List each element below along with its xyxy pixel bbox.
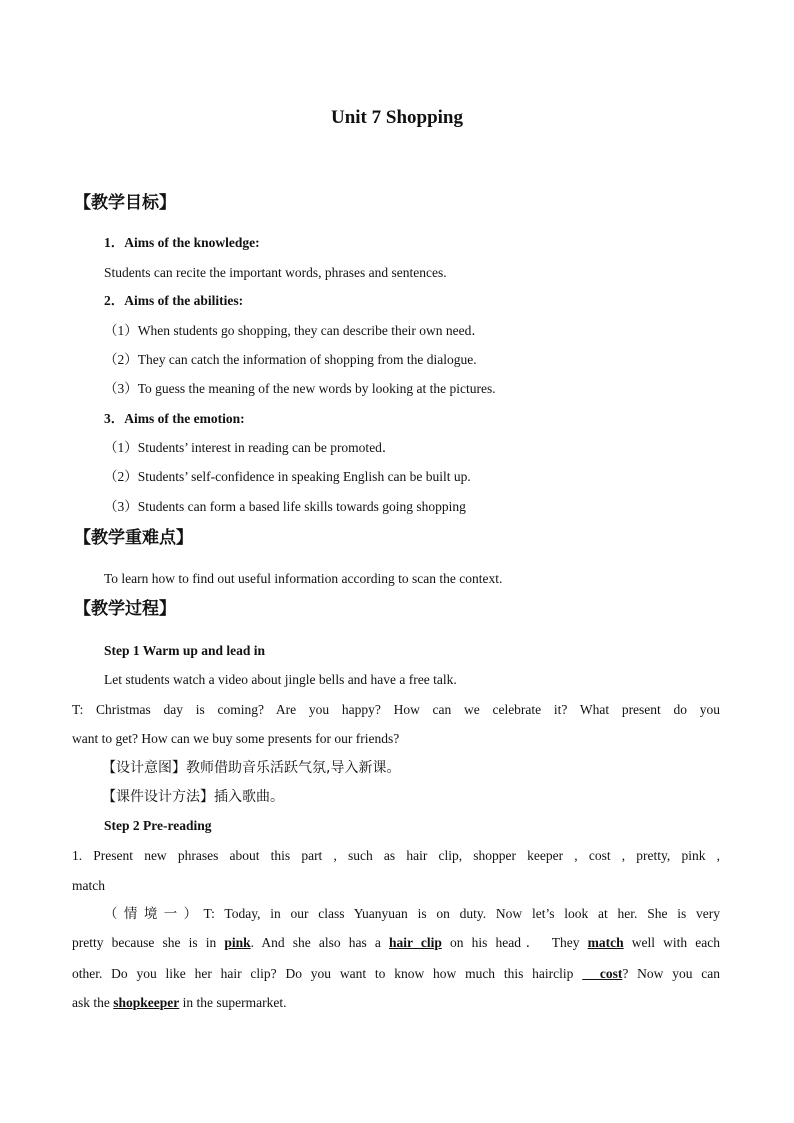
design-intent: 【设计意图】教师借助音乐活跃气氛,导入新课。 [102, 760, 401, 776]
step2-heading: Step 2 Pre-reading [104, 818, 212, 833]
courseware-method: 【课件设计方法】插入歌曲。 [102, 789, 284, 805]
step1-heading: Step 1 Warm up and lead in [104, 643, 266, 658]
keypoints-heading: 【教学重难点】 [74, 528, 193, 548]
scenario-line-4 [72, 994, 286, 1012]
scenario-line-2 [72, 934, 720, 952]
emotion-item-3: （3）Students can form a based life skills towards going shopping [104, 499, 466, 514]
objectives-heading: 【教学目标】 [74, 193, 176, 213]
scenario-text: in the supermarket. [179, 995, 287, 1010]
keyword-hair-clip: hair clip [388, 935, 442, 950]
keyword-shopkeeper: shopkeeper [113, 995, 180, 1010]
scenario-text: pretty because she is in [72, 935, 225, 950]
step1-text: Let students watch a video about jingle bells and have a free talk. [104, 672, 457, 687]
scenario-text: on his head． They [441, 935, 588, 950]
scenario-text: ask the [72, 995, 114, 1010]
ability-item-1: （1）When students go shopping, they can describe their own need． [104, 323, 485, 338]
keyword-pink: pink [224, 935, 251, 950]
scenario-text: . And she also has a [250, 935, 389, 950]
step2-item1-line2: match [72, 878, 105, 893]
step1-dialogue-line1: T: Christmas day is coming? Are you happy? How can we celebrate it? What present do you [72, 702, 720, 717]
ability-item-3: （3）To guess the meaning of the new words by looking at the pictures. [104, 381, 496, 396]
knowledge-aims-heading: 1．Aims of the knowledge: [104, 235, 260, 250]
page-title: Unit 7 Shopping [330, 107, 463, 128]
ability-item-2: （2）They can catch the information of shopping from the dialogue. [104, 352, 477, 367]
keypoints-text: To learn how to find out useful information according to scan the context. [104, 571, 503, 586]
step2-item1-line1: 1. Present new phrases about this part , such as hair clip, shopper keeper , cost , pretty, pink , [72, 848, 720, 863]
scenario-text: other. Do you like her hair clip? Do you want to know how much this hairclip [72, 966, 583, 981]
emotion-item-2: （2）Students’ self-confidence in speaking English can be built up. [104, 469, 471, 484]
emotion-aims-heading: 3．Aims of the emotion: [104, 411, 245, 426]
keyword-match: match [587, 935, 624, 950]
scenario-text: ? Now you can [622, 966, 720, 981]
process-heading: 【教学过程】 [74, 599, 176, 619]
knowledge-aims-text: Students can recite the important words, phrases and sentences. [104, 265, 447, 280]
step1-dialogue-line2: want to get? How can we buy some presents for our friends? [72, 731, 400, 746]
emotion-item-1: （1）Students’ interest in reading can be promoted． [104, 440, 396, 455]
scenario-line-3 [72, 965, 720, 983]
abilities-aims-heading: 2．Aims of the abilities: [104, 293, 244, 308]
scenario-text: well with each [623, 935, 721, 950]
keyword-cost: cost [582, 966, 623, 981]
scenario-line-1: （情境一）T: Today, in our class Yuanyuan is on duty. Now let’s look at her. She is very [104, 906, 720, 921]
